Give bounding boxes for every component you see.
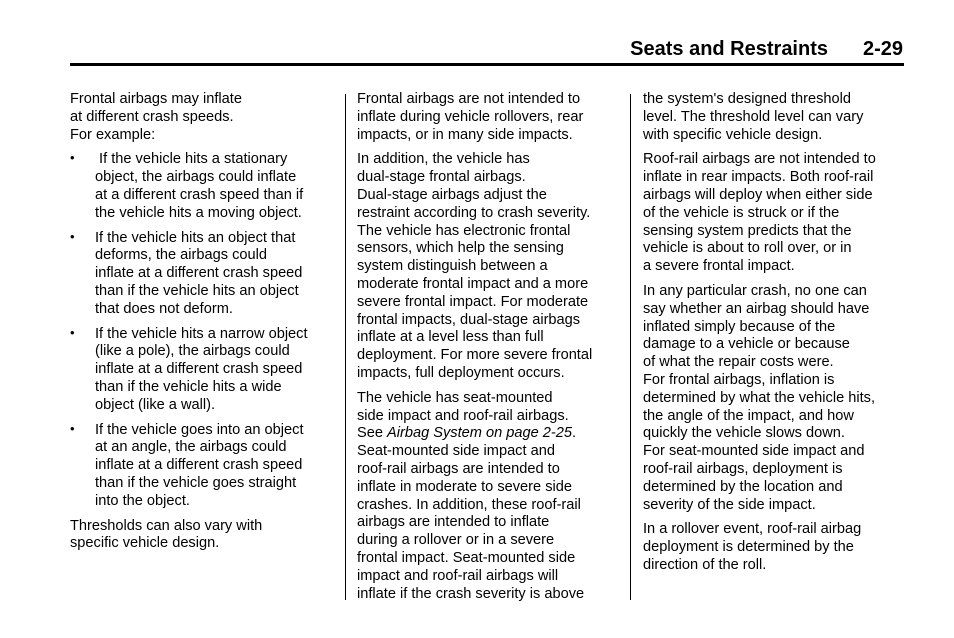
cross-reference-line: [357, 425, 625, 443]
header-rule: [70, 63, 904, 66]
text-line: dual-stage frontal airbags.: [357, 169, 526, 186]
paragraph: [643, 283, 913, 514]
text-line: than if the vehicle hits a wide: [95, 378, 282, 395]
text-line: inflate at a different crash speed: [95, 361, 303, 378]
text-line: a severe frontal impact.: [643, 258, 795, 275]
text-line: (like a pole), the airbags could: [95, 343, 290, 360]
text-line: If the vehicle hits a stationary: [95, 151, 288, 168]
intro-paragraph: [70, 91, 340, 144]
paragraph: [357, 91, 625, 144]
text-line: than if the vehicle hits an object: [95, 282, 299, 299]
text-line: object (like a wall).: [95, 396, 216, 413]
list-item: [70, 230, 340, 319]
bullet-icon: •: [70, 150, 75, 166]
text-line: deployment. For more severe frontal: [357, 347, 593, 364]
text-line: Dual-stage airbags adjust the: [357, 186, 547, 203]
text-line: severe frontal impact. For moderate: [357, 293, 589, 310]
text-line: For example:: [70, 126, 156, 143]
text-line: inflate in moderate to severe side: [357, 478, 572, 495]
period: .: [572, 425, 577, 442]
cross-reference-link[interactable]: Airbag System on page 2-25: [387, 425, 572, 442]
text-line: object, the airbags could inflate: [95, 169, 297, 186]
column-1: [70, 91, 340, 560]
text-line: than if the vehicle goes straight: [95, 474, 297, 491]
text-line: Frontal airbags may inflate: [70, 91, 242, 107]
paragraph: [643, 91, 913, 144]
text-line: The vehicle has seat-mounted: [357, 389, 553, 406]
text-line: In any particular crash, no one can: [643, 282, 867, 299]
column-3: [643, 91, 913, 582]
paragraph: [643, 521, 913, 574]
text-line: during a rollover or in a severe: [357, 532, 555, 549]
paragraph: [357, 390, 625, 604]
text-line: Frontal airbags are not intended to: [357, 91, 581, 107]
text-line: into the object.: [95, 492, 190, 509]
text-line: deployment is determined by the: [643, 539, 854, 556]
text-line: If the vehicle goes into an object: [95, 421, 304, 438]
bullet-icon: •: [70, 324, 75, 340]
text-line: the angle of the impact, and how: [643, 407, 854, 424]
text-line: severity of the side impact.: [643, 496, 816, 513]
section-title: Seats and Restraints: [630, 38, 828, 60]
text-line: quickly the vehicle slows down.: [643, 425, 845, 442]
text-line: roof-rail airbags are intended to: [357, 460, 560, 477]
text-line: say whether an airbag should have: [643, 300, 870, 317]
column-2: [357, 91, 625, 610]
text-line: damage to a vehicle or because: [643, 336, 850, 353]
column-divider-left: [345, 94, 346, 600]
text-line: deforms, the airbags could: [95, 247, 267, 264]
page-number: 2-29: [862, 38, 903, 60]
text-line: vehicle is about to roll over, or in: [643, 240, 852, 257]
text-line: moderate frontal impact and a more: [357, 275, 589, 292]
see-label: See: [357, 425, 388, 442]
text-line: In a rollover event, roof-rail airbag: [643, 521, 862, 538]
text-line: of what the repair costs were.: [643, 354, 834, 371]
text-line: impacts, or in many side impacts.: [357, 126, 573, 143]
text-line: sensing system predicts that the: [643, 222, 852, 239]
text-line: inflate if the crash severity is above: [357, 585, 585, 602]
text-line: impact and roof-rail airbags will: [357, 567, 559, 584]
text-line: inflate during vehicle rollovers, rear: [357, 108, 584, 125]
column-divider-right: [630, 94, 631, 600]
text-line: Roof-rail airbags are not intended to: [643, 151, 876, 168]
text-line: inflate at a different crash speed: [95, 457, 303, 474]
example-list: [70, 151, 340, 510]
text-line: impacts, full deployment occurs.: [357, 364, 565, 381]
text-line: that does not deform.: [95, 300, 233, 317]
list-item: [70, 151, 340, 222]
text-line: inflate at a level less than full: [357, 329, 544, 346]
text-line: If the vehicle hits a narrow object: [95, 325, 308, 342]
text-line: Seat-mounted side impact and: [357, 443, 555, 460]
list-item: [70, 422, 340, 511]
text-line: level. The threshold level can vary: [643, 108, 864, 125]
list-item: [70, 326, 340, 415]
text-line: If the vehicle hits an object that: [95, 229, 296, 246]
text-line: determined by the location and: [643, 478, 843, 495]
text-line: frontal impact. Seat-mounted side: [357, 549, 576, 566]
text-line: specific vehicle design.: [70, 535, 220, 552]
text-line: sensors, which help the sensing: [357, 240, 564, 257]
paragraph: [357, 151, 625, 382]
page-header: [0, 36, 954, 68]
text-line: airbags will deploy when either side: [643, 186, 873, 203]
text-line: system distinguish between a: [357, 258, 548, 275]
text-line: the vehicle hits a moving object.: [95, 204, 302, 221]
text-line: at a different crash speed than if: [95, 186, 304, 203]
closing-paragraph: [70, 518, 340, 554]
text-line: airbags are intended to inflate: [357, 514, 550, 531]
text-line: frontal impacts, dual-stage airbags: [357, 311, 581, 328]
text-line: In addition, the vehicle has: [357, 151, 530, 168]
bullet-icon: •: [70, 228, 75, 244]
text-line: direction of the roll.: [643, 556, 767, 573]
text-line: restraint according to crash severity.: [357, 204, 591, 221]
text-line: inflated simply because of the: [643, 318, 836, 335]
text-line: Thresholds can also vary with: [70, 517, 263, 534]
text-line: roof-rail airbags, deployment is: [643, 460, 843, 477]
paragraph: [643, 151, 913, 276]
text-line: at different crash speeds.: [70, 108, 234, 125]
bullet-icon: •: [70, 420, 75, 436]
text-line: The vehicle has electronic frontal: [357, 222, 571, 239]
text-line: determined by what the vehicle hits,: [643, 389, 876, 406]
text-line: For seat-mounted side impact and: [643, 443, 865, 460]
text-line: inflate at a different crash speed: [95, 265, 303, 282]
text-line: at an angle, the airbags could: [95, 439, 287, 456]
text-line: with specific vehicle design.: [643, 126, 823, 143]
text-line: inflate in rear impacts. Both roof-rail: [643, 169, 874, 186]
text-line: For frontal airbags, inflation is: [643, 371, 835, 388]
text-line: crashes. In addition, these roof-rail: [357, 496, 581, 513]
text-line: side impact and roof-rail airbags.: [357, 407, 569, 424]
text-line: of the vehicle is struck or if the: [643, 204, 840, 221]
text-line: the system's designed threshold: [643, 91, 852, 107]
